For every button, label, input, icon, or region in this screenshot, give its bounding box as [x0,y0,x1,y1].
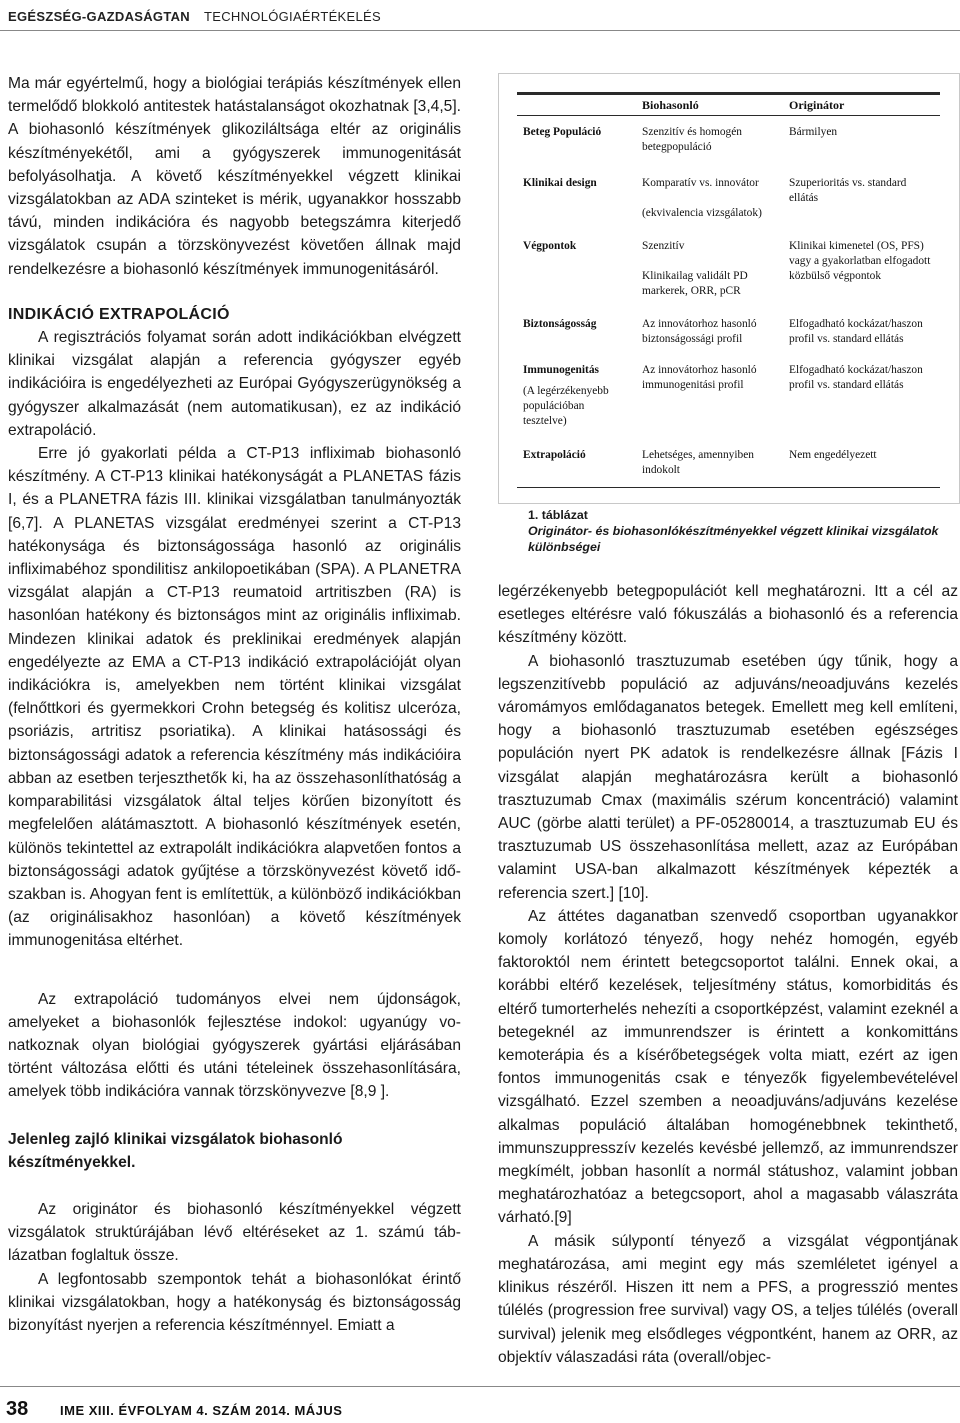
cell-originator: Nem engedélyezett [789,449,877,461]
cell-biosimilar: Az innovátorhoz hasonló biztonságossági profil [642,318,757,345]
cell-biosimilar: Szenzitív és homogén betegpopuláció [642,126,742,153]
subsection-title: TECHNOLÓGIAÉRTÉKELÉS [204,9,381,24]
paragraph: Az extrapoláció tudományos elvei nem újdonságok, amelyeket a biohasonlók fejlesztése indokol: ugyanúgy vonatkoznak olyan biológiai gyógyszerek gyártási eljárásában történt változása előtti és utáni tételeinek összehasonlítására, amelyek több indikációra vannak törzskönyvezve [8,9 ]. [8,990,461,1101]
table-header [517,95,940,116]
cell-biosimilar: Lehetséges, amennyiben indokolt [642,449,754,476]
cell-biosimilar: Komparatív vs. innovátor (ekvivalencia vizsgálatok) [642,177,762,219]
caption-number: 1. táblázat [528,508,588,522]
footer-rule [0,1386,960,1387]
row-label [523,363,633,429]
cell-biosimilar: Az innovátorhoz hasonló immunogenitási profil [642,364,757,391]
paragraph: Az áttétes daganatban szenvedő csoportban ugyanakkor komoly korlátozó tényező, hogy nehéz homogén, egyéb faktoroktól nem érintett betegcsoportot találni. Ennek okai, a korábbi eltérő kezelések, teljesítmény státus, komorbiditás és eltérő tumorterhelés nehezíti a csoportképzést, valamint ezeknél a betegeknél az immunrendszer is érintett a konkomittáns kemoterápia és a kísérőbetegségek volta miatt, ezért az igen fontos immunogenitás csak e tényezők figyelembevételével vizsgálható. Ezzel szemben a neoadjuváns/adjuváns kezelése alkalmas populáció általában homogénebbnek tekinthető, immunszuppresszív kezelés kevésbé jellemző, az immunrendszer megkímélt, jobban hasonlít a normál státushoz, valamint jobban meghatározhatóaz a betegcsoport, ahol a magasabb válaszráta várható.[9] [498,907,958,1227]
cell-originator: Klinikai kimenetel (OS, PFS) vagy a gyakorlatban elfogadott közbülső végpontok [789,240,931,282]
paragraph: A biohasonló trasztuzumab esetében úgy tűnik, hogy a legszenzitívebb populáció az adjuváns/neoadjuváns kezelés váromámyos emlődaganatos betegek. Emellett meg kell említeni, hogy a biohasonló trasztuzumab esetében egészséges populáción nyert PK adatok is rendelkezésre állnak [Fázis I vizsgálat alapján meghatározásra került a biohasonló trasztuzumab Cmax (maximális szérum koncentráció) valamint AUC (görbe alatti terület) a PF-05280014, a trasztuzumab EU és trasztuzumab US összehasonlítása mellett, azaz az Európában valamint USA-ban alkalmazott készítmények képezték a referencia szert.] [10]. [498,652,958,902]
paragraph: Erre jó gyakorlati példa a CT-P13 infliximab biohasonló készítmény. A CT-P13 klinikai hatékonyságát a PLANETAS fázis I, és a PLANETRA fázis III. klinikai vizsgálatban tanulmányozták [6,7]. A PLANETAS vizsgálat eredményei szerint a CT-P13 hatékonysága és biztonságossága hasonló az originális infliximabéhoz spondilitisz ankilopoetikában (SPA). A PLANETRA vizsgálat alapján a CT-P13 reumatoid artritiszben (RA) is hasonlóan hatékony és biztonságos mint az originális infliximab. Mindezen klinikai adatok és preklinikai eredmények alapján engedélyezte az EMA a CT-P13 indikáció extrapolációját olyan indikációkra is, amelyekben nem történt klinikai vizsgálat (felnőttkori és gyermekkori Crohn betegség és kolitisz ulceróza, psoriázis, artritisz psoriatika). A klinikai hatásossági és biztonságossági adatok a referencia készítmény más indikációira abban az esetben terjeszthetők ki, ha az összehasonlíthatóság a komparabilitási vizsgálatok által teljes körűen bizonyított és megfelelően alátámasztott. A biohasonló készítmények esetén, különös tekintettel az extrapolált indikációkra alapvetően fontos a biztonságossági adatok gyűjtése a törzskönyvezést követő időszakban is. Ahogyan fent is említettük, a különböző indikációkban (az originálisakhoz hasonlóan) a követő készítmények immunogenitása eltérhet. [8,445,461,950]
row-label: Klinikai design [523,177,597,189]
table-caption [528,507,958,555]
row-label: Végpontok [523,240,577,252]
row-label-note: (A legérzékenyebb populációban tesztelve) [523,385,609,427]
comparison-table [517,92,940,488]
right-column [498,580,958,1369]
caption-title: Originátor- és biohasonlókészítményekkel végzett klinikai vizsgálatok különbségei [528,524,939,554]
header-rule [0,30,960,31]
paragraph: A legfontosabb szempontok tehát a biohasonlókat érintő klinikai vizsgálatokban, hogy a hatékonyság és biztonságosság bizonyítást nyerjen a referencia készítménnyel. Emiatt a [8,1270,461,1334]
left-column [8,72,461,1337]
header-biosimilar: Biohasonló [642,98,699,112]
cell-originator: Bármilyen [789,126,838,138]
table-figure [498,73,960,504]
paragraph: Ma már egyértelmű, hogy a biológiai terápiás készítmények ellen termelődő blokkoló antitestek hatástalanságot okozhatnak [3,4,5]. A biohasonló készítmények glikoziláltsága eltér az originális készítményekétől, ami a gyógyszerek immunogenitását befolyásolhatja. A követő készítményekkel végzett klinikai vizsgálatokban az ADA szinteket is mérik, ugyanakkor hosszabb távú, minden indikációra és nagyobb betegszámra kiterjedő vizsgálatok csupán a törzskönyvezést követően állnak majd rendelkezésre a biohasonló készítmények immunogenitásáról. [8,75,461,278]
row-label: Biztonságosság [523,318,597,330]
paragraph: A regisztrációs folyamat során adott indikációkban elvégzett klinikai vizsgálat alapján a referencia gyógyszer egyéb indikációira is engedélyezheti az Európai Gyógyszerügynökség a gyógyszer alkalmazását (nem automatikusan), ez az indikáció extrapoláció. [8,329,461,439]
paragraph: Az originátor és biohasonló készítményekkel végzett vizsgálatok struktúrájában lévő eltéréseket az 1. számú táblázatban foglaltuk össze. [8,1200,461,1265]
cell-biosimilar: Szenzitív Klinikailag validált PD markerek, ORR, pCR [642,240,748,297]
running-footer [0,1386,960,1423]
cell-originator: Szuperioritás vs. standard ellátás [789,177,907,204]
row-label-text: Immunogenitás [523,364,599,376]
running-header [0,0,960,34]
header-originator: Originátor [789,98,845,112]
section-title: EGÉSZSÉG-GAZDASÁGTAN [8,9,190,24]
cell-originator: Elfogadható kockázat/haszon profil vs. standard ellátás [789,318,923,345]
section-heading: INDIKÁCIÓ EXTRAPOLÁCIÓ [8,305,230,323]
paragraph: legérzékenyebb betegpopulációt kell meghatározni. Itt a cél az esetleges eltérésre való fókuszálás a biohasonló és a referencia készítmény között. [498,583,958,647]
paragraph: A másik súlypontí tényező a vizsgálat végpontjának meghatározása, ami megint egy más szemléletet igényel a klinikus részéről. Hiszen itt nem a PFS, a progresszió mentes túlélés (progression free survival) vagy OS, a teljes túlélés (overall survival) jelenik meg elsődleges végpontként, hanem az ORR, az objektív válaszadási ráta (overall/objec- [498,1232,958,1366]
row-label: Extrapoláció [523,449,586,461]
subsection-heading: Jelenleg zajló klinikai vizsgálatok biohasonló készítményekkel. [8,1130,343,1171]
cell-originator: Elfogadható kockázat/haszon profil vs. standard ellátás [789,364,923,391]
row-label: Beteg Populáció [523,126,602,138]
journal-info: IME XIII. ÉVFOLYAM 4. SZÁM 2014. MÁJUS [60,1403,343,1418]
page-number: 38 [6,1398,29,1420]
